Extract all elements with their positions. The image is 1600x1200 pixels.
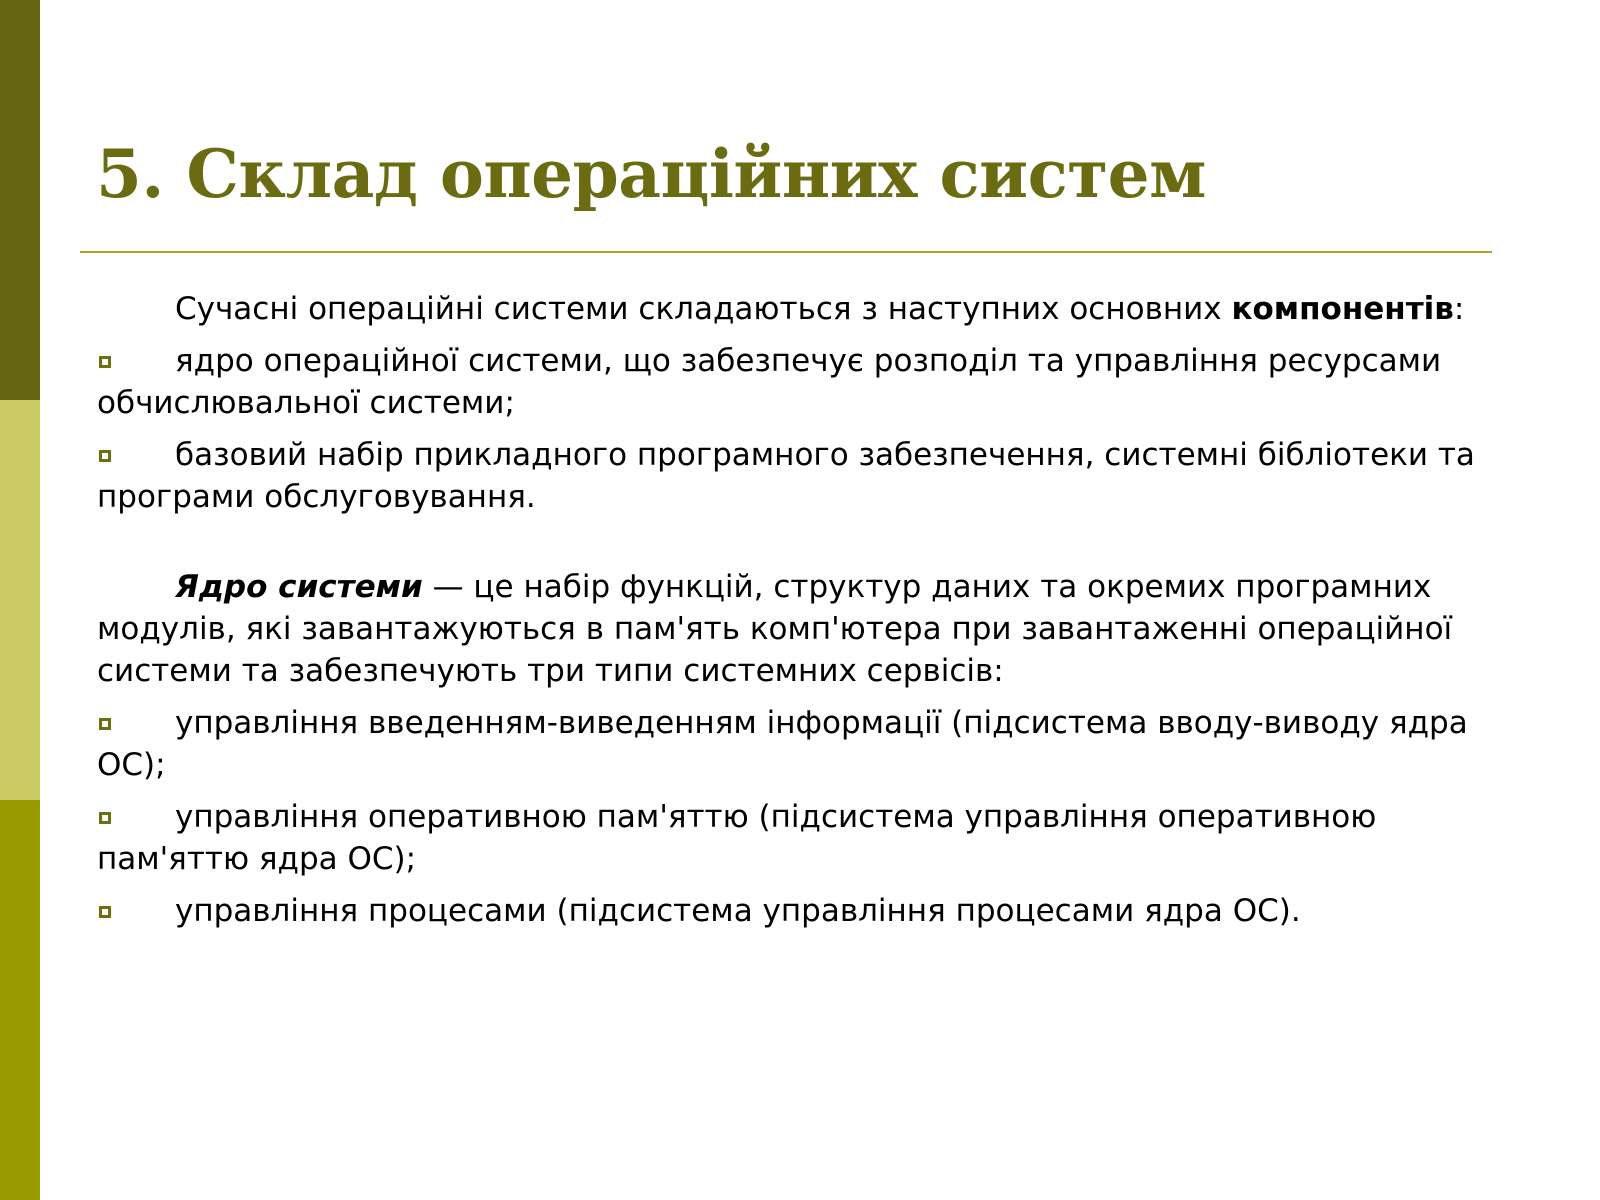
component-item [97, 340, 1497, 424]
slide-title: 5. Склад операційних систем [96, 135, 1206, 213]
sidebar-segment-middle [0, 400, 40, 800]
intro-tail: : [1453, 291, 1465, 327]
sidebar-segment-bottom [0, 800, 40, 1200]
square-bullet-icon [99, 356, 111, 368]
title-underline [80, 251, 1492, 253]
square-bullet-icon [99, 906, 111, 918]
service-item [97, 890, 1497, 932]
service-text: управління введенням-виведенням інформації (підсистема вводу-виводу ядра ОС); [97, 705, 1468, 783]
intro-text: Сучасні операційні системи складаються з наступних основних [175, 291, 1232, 327]
component-text: ядро операційної системи, що забезпечує розподіл та управління ресурсами обчислювальної системи; [97, 343, 1442, 421]
intro-bold-term: компонентів [1231, 291, 1454, 327]
kernel-definition: — це набір функцій, структур даних та окремих програмних модулів, які завантажуються в пам'ять комп'ютера при завантаженні операційної системи та забезпечують три типи системних сервісів: [97, 569, 1453, 689]
component-item [97, 434, 1497, 518]
component-text: базовий набір прикладного програмного забезпечення, системні бібліотеки та програми обслуговування. [97, 437, 1475, 515]
square-bullet-icon [99, 718, 111, 730]
service-item [97, 796, 1497, 880]
kernel-paragraph [97, 566, 1497, 692]
service-text: управління оперативною пам'яттю (підсистема управління оперативною пам'яттю ядра ОС); [97, 799, 1377, 877]
square-bullet-icon [99, 450, 111, 462]
service-item [97, 702, 1497, 786]
intro-paragraph [97, 288, 1497, 330]
service-text: управління процесами (підсистема управління процесами ядра ОС). [175, 893, 1301, 929]
kernel-term: Ядро системи [175, 569, 423, 605]
sidebar-segment-top [0, 0, 40, 400]
slide-body [97, 288, 1497, 942]
square-bullet-icon [99, 812, 111, 824]
sidebar-decoration [0, 0, 40, 1200]
